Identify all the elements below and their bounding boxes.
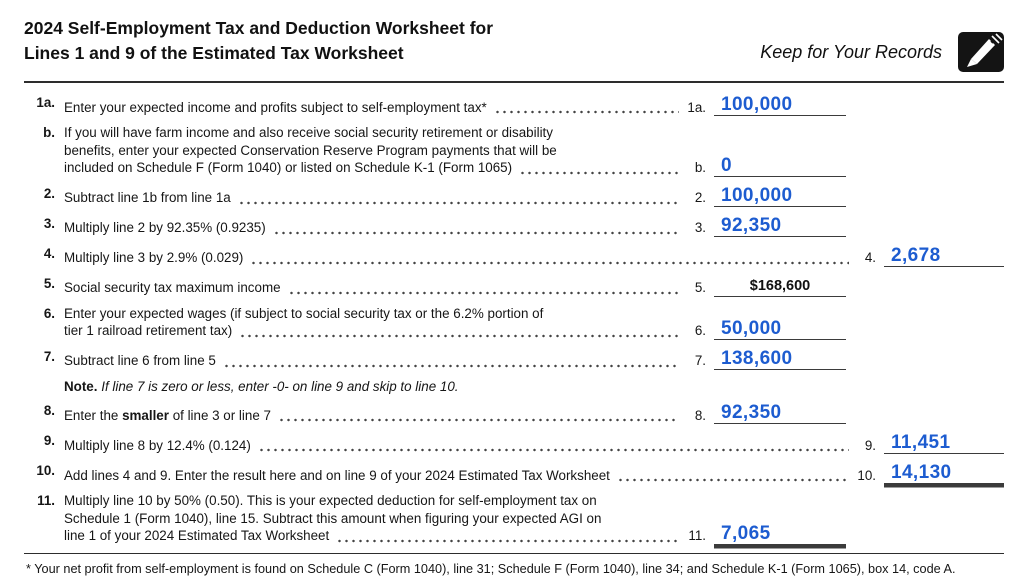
row-3 xyxy=(24,215,1004,237)
dot-leader xyxy=(617,470,849,482)
line-ref: 5. xyxy=(694,280,706,295)
pencil-icon xyxy=(958,32,1004,72)
row-11 xyxy=(24,492,1004,545)
value-field-6[interactable]: 50,000 xyxy=(714,318,846,340)
line-number: 5. xyxy=(43,275,55,291)
row-1b xyxy=(24,124,1004,177)
header-right xyxy=(760,32,1004,72)
worksheet-rows xyxy=(24,83,1004,545)
dot-leader xyxy=(258,440,849,452)
value-field-10[interactable]: 14,130 xyxy=(884,462,1004,484)
line-ref: 2. xyxy=(694,190,706,205)
line-number: 9. xyxy=(43,433,55,448)
line-number: 7. xyxy=(43,348,55,364)
title-line-1: 2024 Self-Employment Tax and Deduction Worksheet for xyxy=(24,18,494,38)
value-field-8[interactable]: 92,350 xyxy=(714,402,846,424)
value-field-3[interactable]: 92,350 xyxy=(714,215,846,237)
line-ref: 3. xyxy=(694,220,706,235)
worksheet-header xyxy=(24,16,1004,83)
line-number: 3. xyxy=(43,215,55,231)
line-text: Subtract line 6 from line 5 xyxy=(64,353,216,368)
footnote: * Your net profit from self-employment is found on Schedule C (Form 1040), line 31; Schedule F (Form 1040), line 34; and Schedule K-1 (Form 1065), box 14, code A. xyxy=(26,561,956,576)
line-text: Enter your expected income and profits subject to self-employment tax* xyxy=(64,99,487,115)
value-field-2[interactable]: 100,000 xyxy=(714,185,846,207)
dot-leader xyxy=(288,283,679,295)
keep-for-records-label: Keep for Your Records xyxy=(760,41,942,62)
line-text: Add lines 4 and 9. Enter the result here and on line 9 of your 2024 Estimated Tax Worksheet xyxy=(64,467,610,483)
line-text: Schedule 1 (Form 1040), line 15. Subtract this amount when figuring your expected AGI on xyxy=(64,510,602,526)
row-4 xyxy=(24,245,1004,267)
line-ref: b. xyxy=(694,160,706,175)
line-number: 8. xyxy=(43,403,55,418)
line-number: 1a. xyxy=(36,95,55,110)
line-text: tier 1 railroad retirement tax) xyxy=(64,323,233,338)
value-field-1b[interactable]: 0 xyxy=(714,155,846,177)
value-field-9[interactable]: 11,451 xyxy=(884,432,1004,454)
dot-leader xyxy=(494,102,679,114)
page-title xyxy=(24,16,493,65)
line-ref: 9. xyxy=(864,437,876,453)
row-note xyxy=(24,378,1004,396)
dot-leader xyxy=(278,410,679,422)
line-text: Multiply line 8 by 12.4% (0.124) xyxy=(64,437,251,453)
line-ref: 10. xyxy=(857,467,876,483)
line-ref: 7. xyxy=(694,353,706,368)
line-number: 11. xyxy=(37,493,55,508)
line-text: Social security tax maximum income xyxy=(64,280,281,295)
dot-leader xyxy=(336,531,679,543)
line-ref: 8. xyxy=(694,407,706,423)
dot-leader xyxy=(239,326,679,338)
line-text: included on Schedule F (Form 1040) or listed on Schedule K-1 (Form 1065) xyxy=(64,160,513,175)
row-8 xyxy=(24,402,1004,424)
line-text: Subtract line 1b from line 1a xyxy=(64,190,231,205)
line-text: Multiply line 3 by 2.9% (0.029) xyxy=(64,250,244,265)
line-text: Enter the smaller of line 3 or line 7 xyxy=(64,407,271,423)
line-text: Multiply line 2 by 92.35% (0.9235) xyxy=(64,220,266,235)
note-label: Note. xyxy=(64,378,98,394)
line-ref: 4. xyxy=(864,250,876,265)
row-5 xyxy=(24,275,1004,297)
row-2 xyxy=(24,185,1004,207)
value-field-5: $168,600 xyxy=(714,275,846,297)
row-6 xyxy=(24,305,1004,340)
footnote-section xyxy=(24,553,1004,576)
dot-leader xyxy=(238,193,679,205)
line-ref: 6. xyxy=(694,323,706,338)
note-text: If line 7 is zero or less, enter -0- on line 9 and skip to line 10. xyxy=(101,378,459,394)
row-10 xyxy=(24,462,1004,484)
dot-leader xyxy=(273,223,679,235)
line-text: line 1 of your 2024 Estimated Tax Worksheet xyxy=(64,528,330,543)
value-field-11[interactable]: 7,065 xyxy=(714,523,846,545)
line-number: 6. xyxy=(43,305,55,321)
value-field-1a[interactable]: 100,000 xyxy=(714,94,846,116)
line-text: Enter your expected wages (if subject to social security tax or the 6.2% portion of xyxy=(64,305,544,321)
line-number: b. xyxy=(43,125,55,140)
row-1a xyxy=(24,94,1004,116)
line-number: 10. xyxy=(36,463,55,478)
dot-leader xyxy=(223,356,679,368)
dot-leader xyxy=(250,253,849,265)
line-ref: 1a. xyxy=(687,99,706,115)
value-field-4[interactable]: 2,678 xyxy=(884,245,1004,267)
dot-leader xyxy=(519,163,679,175)
line-text: benefits, enter your expected Conservation Reserve Program payments that will be xyxy=(64,142,557,158)
line-ref: 11. xyxy=(688,528,706,543)
row-9 xyxy=(24,432,1004,454)
row-7 xyxy=(24,348,1004,370)
line-number: 2. xyxy=(43,185,55,201)
line-text: If you will have farm income and also receive social security retirement or disability xyxy=(64,125,553,140)
line-number: 4. xyxy=(43,245,55,261)
title-line-2: Lines 1 and 9 of the Estimated Tax Worksheet xyxy=(24,42,404,63)
value-field-7[interactable]: 138,600 xyxy=(714,348,846,370)
line-text: Multiply line 10 by 50% (0.50). This is your expected deduction for self-employment tax on xyxy=(64,493,597,508)
